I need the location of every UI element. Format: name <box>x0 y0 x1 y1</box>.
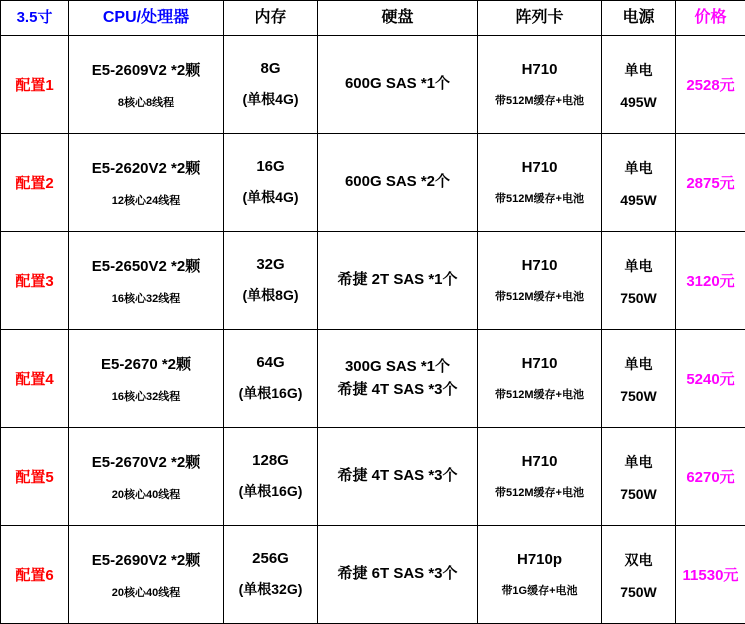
raid-cache: 带512M缓存+电池 <box>481 484 598 500</box>
cpu-cores: 16核心32线程 <box>72 388 220 404</box>
psu-cell <box>602 134 676 232</box>
raid-model: H710 <box>481 355 598 372</box>
config-label: 配置3 <box>1 232 69 330</box>
table-header <box>1 1 745 36</box>
disk-line-1: 600G SAS *2个 <box>321 171 474 194</box>
memory-module: (单根8G) <box>227 285 314 305</box>
cpu-cores: 16核心32线程 <box>72 290 220 306</box>
cpu-cores: 20核心40线程 <box>72 584 220 600</box>
cpu-cores: 12核心24线程 <box>72 192 220 208</box>
raid-cache: 带1G缓存+电池 <box>481 582 598 598</box>
memory-total: 16G <box>227 158 314 175</box>
disk-cell <box>318 330 478 428</box>
raid-model: H710 <box>481 453 598 470</box>
column-header-memory: 内存 <box>224 1 318 36</box>
cpu-model: E5-2620V2 *2颗 <box>72 157 220 178</box>
memory-module: (单根16G) <box>227 481 314 501</box>
disk-cell <box>318 526 478 624</box>
memory-module: (单根32G) <box>227 579 314 599</box>
cpu-model: E5-2670V2 *2颗 <box>72 451 220 472</box>
disk-line-1: 300G SAS *1个 <box>321 356 474 379</box>
psu-type: 单电 <box>605 452 672 472</box>
raid-cache: 带512M缓存+电池 <box>481 190 598 206</box>
disk-cell <box>318 428 478 526</box>
psu-cell <box>602 526 676 624</box>
raid-cache: 带512M缓存+电池 <box>481 288 598 304</box>
psu-watts: 750W <box>605 388 672 404</box>
table-row <box>1 330 745 428</box>
disk-line-2: 希捷 4T SAS *3个 <box>321 379 474 402</box>
config-label: 配置2 <box>1 134 69 232</box>
psu-type: 单电 <box>605 354 672 374</box>
psu-cell <box>602 428 676 526</box>
memory-cell <box>224 134 318 232</box>
config-label: 配置4 <box>1 330 69 428</box>
raid-model: H710 <box>481 257 598 274</box>
cpu-model: E5-2690V2 *2颗 <box>72 549 220 570</box>
raid-cell <box>478 428 602 526</box>
memory-total: 64G <box>227 354 314 371</box>
cpu-model: E5-2609V2 *2颗 <box>72 59 220 80</box>
cpu-model: E5-2650V2 *2颗 <box>72 255 220 276</box>
memory-cell <box>224 232 318 330</box>
column-header-psu: 电源 <box>602 1 676 36</box>
table-row <box>1 428 745 526</box>
psu-type: 单电 <box>605 158 672 178</box>
memory-total: 32G <box>227 256 314 273</box>
memory-cell <box>224 36 318 134</box>
config-label: 配置1 <box>1 36 69 134</box>
memory-module: (单根4G) <box>227 187 314 207</box>
raid-cache: 带512M缓存+电池 <box>481 386 598 402</box>
disk-line-1: 希捷 4T SAS *3个 <box>321 465 474 488</box>
disk-cell <box>318 134 478 232</box>
raid-cell <box>478 330 602 428</box>
psu-type: 单电 <box>605 256 672 276</box>
disk-cell <box>318 36 478 134</box>
disk-line-1: 600G SAS *1个 <box>321 73 474 96</box>
price-cell: 3120元 <box>676 232 745 330</box>
memory-cell <box>224 428 318 526</box>
psu-cell <box>602 330 676 428</box>
table-row <box>1 134 745 232</box>
raid-cell <box>478 232 602 330</box>
raid-cell <box>478 36 602 134</box>
raid-cache: 带512M缓存+电池 <box>481 92 598 108</box>
psu-watts: 495W <box>605 94 672 110</box>
memory-total: 8G <box>227 60 314 77</box>
column-header-cpu: CPU/处理器 <box>69 1 224 36</box>
disk-cell <box>318 232 478 330</box>
memory-cell <box>224 526 318 624</box>
psu-type: 单电 <box>605 60 672 80</box>
column-header-raid: 阵列卡 <box>478 1 602 36</box>
raid-model: H710 <box>481 61 598 78</box>
memory-cell <box>224 330 318 428</box>
cpu-cell <box>69 36 224 134</box>
raid-model: H710p <box>481 551 598 568</box>
price-cell: 11530元 <box>676 526 745 624</box>
config-label: 配置5 <box>1 428 69 526</box>
column-header-size: 3.5寸 <box>1 1 69 36</box>
price-cell: 6270元 <box>676 428 745 526</box>
table-row <box>1 36 745 134</box>
psu-watts: 750W <box>605 584 672 600</box>
cpu-cell <box>69 134 224 232</box>
table-body <box>1 36 745 624</box>
header-row <box>1 1 745 36</box>
psu-type: 双电 <box>605 550 672 570</box>
psu-watts: 495W <box>605 192 672 208</box>
cpu-model: E5-2670 *2颗 <box>72 353 220 374</box>
table-row <box>1 526 745 624</box>
price-cell: 2875元 <box>676 134 745 232</box>
price-cell: 2528元 <box>676 36 745 134</box>
config-label: 配置6 <box>1 526 69 624</box>
memory-module: (单根4G) <box>227 89 314 109</box>
cpu-cell <box>69 526 224 624</box>
raid-cell <box>478 526 602 624</box>
disk-line-1: 希捷 2T SAS *1个 <box>321 269 474 292</box>
raid-model: H710 <box>481 159 598 176</box>
table-row <box>1 232 745 330</box>
column-header-disk: 硬盘 <box>318 1 478 36</box>
psu-cell <box>602 36 676 134</box>
disk-line-1: 希捷 6T SAS *3个 <box>321 563 474 586</box>
psu-watts: 750W <box>605 290 672 306</box>
cpu-cell <box>69 232 224 330</box>
memory-module: (单根16G) <box>227 383 314 403</box>
column-header-price: 价格 <box>676 1 745 36</box>
cpu-cores: 8核心8线程 <box>72 94 220 110</box>
raid-cell <box>478 134 602 232</box>
price-cell: 5240元 <box>676 330 745 428</box>
cpu-cell <box>69 330 224 428</box>
psu-cell <box>602 232 676 330</box>
cpu-cores: 20核心40线程 <box>72 486 220 502</box>
cpu-cell <box>69 428 224 526</box>
memory-total: 256G <box>227 550 314 567</box>
memory-total: 128G <box>227 452 314 469</box>
psu-watts: 750W <box>605 486 672 502</box>
